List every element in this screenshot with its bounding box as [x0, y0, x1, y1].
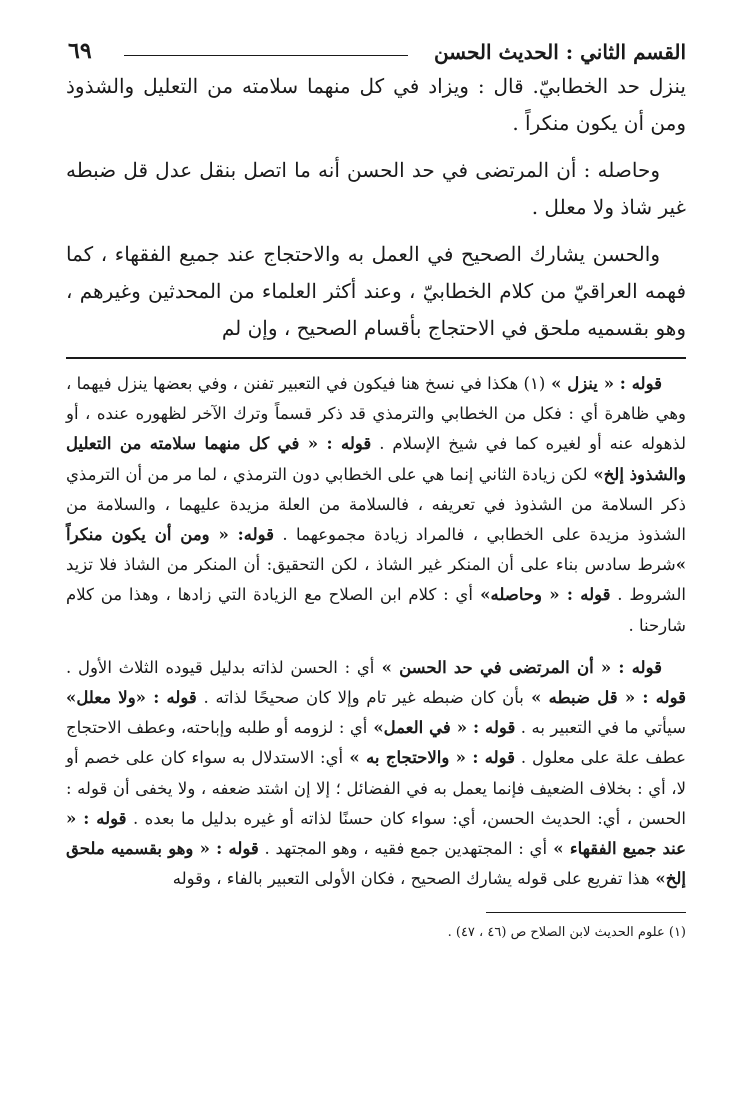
commentary-text: أي: الاستدلال به سواء كان على خصم أو لا، أي : بخلاف الضعيف فإنما يعمل به في الفضائل ؛ إلا إن اشتد ضعفه ، ولا يخفى أن قوله : الحسن ، أي: الحديث الحسن، أي: سواء كان حسنًا لذاته أو غيره بدليل ما بعده . [66, 748, 686, 828]
header-rule [124, 55, 408, 56]
commentary-lemma: قوله: « ومن أن يكون منكراً » [66, 525, 686, 575]
footnote-divider [486, 912, 686, 913]
commentary-paragraph-1 [66, 369, 686, 641]
footnote: (١) علوم الحديث لابن الصلاح ص (٤٦ ، ٤٧) . [447, 925, 686, 941]
page-header [66, 38, 686, 68]
commentary-text: أي : الحسن لذاته بدليل قيوده الثلاث الأول . [66, 657, 375, 677]
main-text [66, 68, 686, 347]
commentary-lemma: قوله : « وهو بقسميه ملحق إلخ» [66, 839, 686, 889]
main-paragraph-3: والحسن يشارك الصحيح في العمل به والاحتجاج عند جميع الفقهاء ، كما فهمه العراقيّ من كلام الخطابيّ ، وعند أكثر العلماء من المحدثين وغيرهم ، وهو بقسميه ملحق في الاحتجاج بأقسام الصحيح ، وإن لم [66, 242, 686, 340]
commentary-text: هذا تفريع على قوله يشارك الصحيح ، فكان الأولى التعبير بالفاء ، وقوله [172, 869, 650, 889]
commentary-lemma: قوله : « في كل منهما سلامته من التعليل والشذوذ إلخ» [66, 434, 686, 484]
commentary-text: سيأتي ما في التعبير به . [515, 718, 686, 738]
commentary-paragraph-2 [66, 653, 686, 895]
book-page [66, 38, 686, 943]
commentary-lemma: قوله : « عند جميع الفقهاء » [66, 808, 686, 859]
commentary-text: أي : المجتهدين جمع فقيه ، وهو المجتهد . [258, 839, 548, 859]
commentary-lemma: قوله : «ولا معلل» [66, 688, 197, 708]
commentary-text: شرط سادس بناء على أن المنكر غير الشاذ ، لكن التحقيق: أن المنكر من الشاذ فلا تزيد الشروط . [66, 555, 686, 605]
commentary-text: أي : لزومه أو طلبه وإباحته، وعطف الاحتجاج عطف علة على معلول . [66, 718, 686, 768]
commentary-text: لكن زيادة الثاني إنما هي على الخطابي دون الترمذي ، لما مر من أن الترمذي ذكر السلامة من الشذوذ في تعريفه ، فالسلامة من العلة مزيدة عليهما ، والسلامة من الشذوذ مزيدة على الخطابي ، فالمراد زيادة مجموعهما . [66, 464, 686, 545]
commentary-lemma: قوله : « أن المرتضى في حد الحسن » [374, 657, 662, 677]
commentary-lemma: قوله : « ينزل » [545, 374, 662, 393]
running-title: القسم الثاني : الحديث الحسن [433, 40, 686, 64]
commentary-text: بأن كان ضبطه غير تام وإلا كان صحيحًا لذاته . [196, 688, 524, 708]
commentary-text: أي : كلام ابن الصلاح مع الزيادة التي زادها ، وهذا من كلام شارحنا . [66, 585, 686, 635]
commentary-text: (١) هكذا في نسخ هنا فيكون في التعبير تفنن ، وفي بعضها ينزل فيهما ، وهي ظاهرة أي : فكل من الخطابي والترمذي قد ذكر قسماً وترك الآخر لظهوره عنده ، أو لذهوله عنه أو لغيره كما في شيخ الإسلام . [66, 374, 686, 454]
main-paragraph-2: وحاصله : أن المرتضى في حد الحسن أنه ما اتصل بنقل عدل قل ضبطه غير شاذ ولا معلل . [66, 158, 686, 219]
commentary-lemma: قوله : « وحاصله» [472, 585, 611, 605]
commentary-lemma: قوله : « والاحتجاج به » [343, 748, 516, 768]
commentary [66, 369, 686, 894]
main-paragraph-1: ينزل حد الخطابيّ. قال : ويزاد في كل منهما سلامته من التعليل والشذوذ ومن أن يكون منكراً . [66, 74, 686, 135]
commentary-divider [66, 357, 686, 359]
commentary-lemma: قوله : « في العمل» [367, 718, 516, 738]
page-number: ٦٩ [68, 38, 92, 64]
commentary-lemma: قوله : « قل ضبطه » [523, 688, 686, 708]
